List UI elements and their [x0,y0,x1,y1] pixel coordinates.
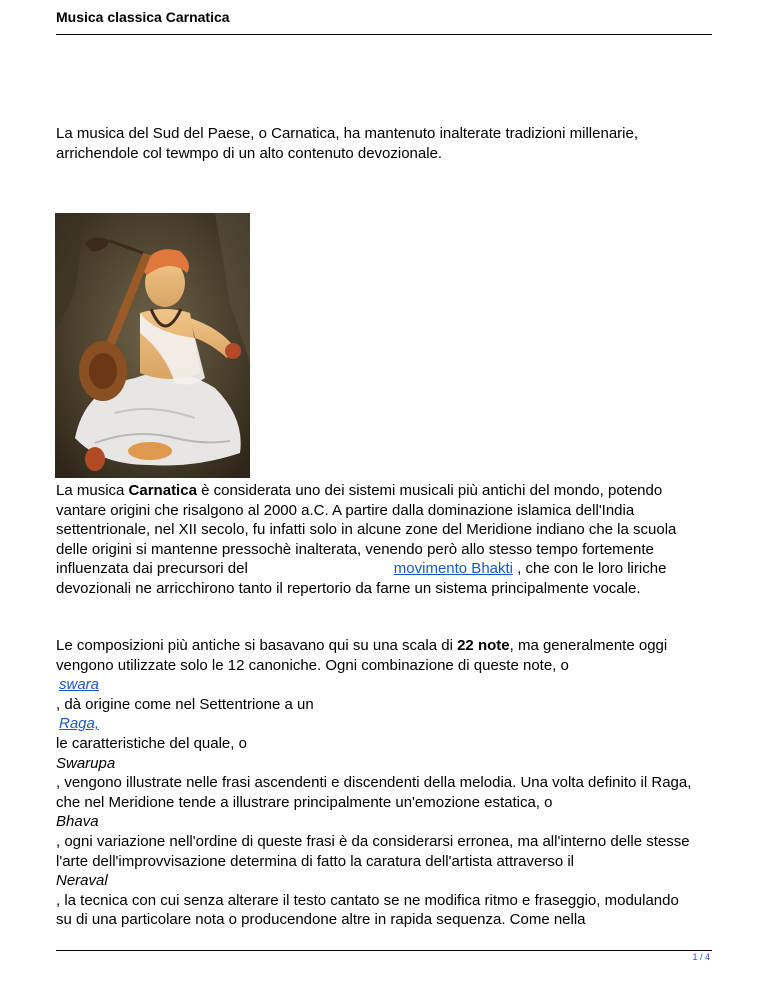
paragraph-line: su di una particolare nota o producendone altre in rapida sequenza. Come nella [56,911,586,929]
paragraph-line: delle origini si mantenne pressochè inalterata, venendo però allo stesso tempo fortemente [56,540,654,558]
paragraph-line [56,871,716,891]
paragraph-line: , dà origine come nel Settentrione a un [56,695,314,713]
bold-term: 22 note [457,637,510,654]
paragraph-line: La musica Carnatica è considerata uno dei sistemi musicali più antichi del mondo, potendo [56,482,663,499]
page-number: 1 / 4 [692,952,710,962]
movimento-bhakti-link[interactable]: movimento Bhakti [393,560,513,578]
paragraph-line: , vengono illustrate nelle frasi ascendenti e discendenti della melodia. Una volta definito il Raga, [56,774,692,792]
paragraph-line [56,714,716,734]
paragraph-line: vantare origini che risalgono al 2000 a.C. A partire dalla dominazione islamica dell'India [56,501,635,519]
paragraph-line: l'arte dell'improvvisazione determina di fatto la caratura dell'artista attraverso il [56,852,574,870]
paragraph-line: le caratteristiche del quale, o [56,734,247,752]
paragraph-line [56,675,716,695]
footer-divider [56,950,712,951]
musician-painting-image [55,213,250,478]
swara-link[interactable]: swara [59,676,100,694]
italic-term: Neraval [56,872,108,890]
header-divider [56,34,712,35]
italic-term: Bhava [56,813,99,831]
intro-line: La musica del Sud del Paese, o Carnatica, ha mantenuto inalterate tradizioni millenarie, [56,125,638,142]
intro-line: arrichendole col tewmpo di un alto contenuto devozionale. [56,144,443,162]
paragraph-line: , ogni variazione nell'ordine di queste frasi è da considerarsi erronea, ma all'interno delle stesse [56,832,690,850]
paragraph-line: , la tecnica con cui senza alterare il testo cantato se ne modifica ritmo e fraseggio, modulando [56,891,679,909]
intro-paragraph [56,124,716,163]
paragraph-line: vengono utilizzate solo le 12 canoniche. Ogni combinazione di queste note, o [56,656,569,674]
paragraph-line [56,812,716,832]
paragraph-line: che nel Meridione tende a illustrare principalmente un'emozione estatica, o [56,793,553,811]
paragraph-line [56,754,716,774]
paragraph-line: Le composizioni più antiche si basavano qui su una scala di 22 note, ma generalmente oggi [56,637,668,654]
raga-link[interactable]: Raga, [59,715,100,733]
paragraph-line: devozionali ne arricchirono tanto il repertorio da farne un sistema principalmente vocale. [56,579,641,597]
paragraph-line: influenzata dai precursori del movimento Bhakti , che con le loro liriche [56,560,667,578]
bold-term: Carnatica [128,482,197,499]
italic-term: Swarupa [56,754,116,772]
composizioni-paragraph [56,636,716,930]
carnatica-paragraph [56,481,716,599]
page-header-title: Musica classica Carnatica [56,9,230,25]
paragraph-line: settentrionale, nel XII secolo, fu infatti solo in alcune zone del Meridione indiano che la scuola [56,521,677,539]
